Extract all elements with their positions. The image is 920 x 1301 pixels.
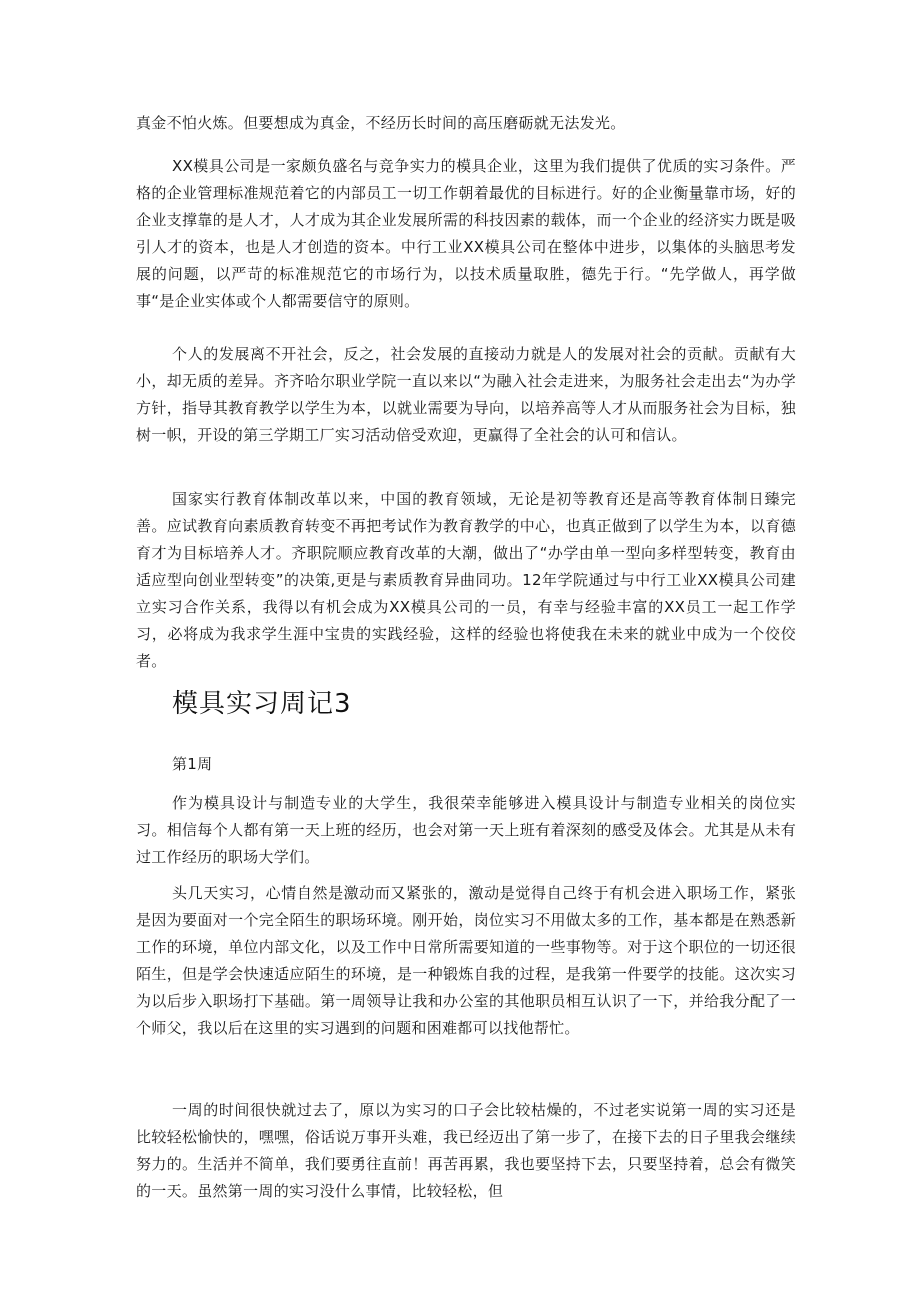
section-heading: 模具实习周记3 bbox=[172, 689, 352, 719]
paragraph-intro-line: 真金不怕火炼。但要想成为真金，不经历长时间的高压磨砺就无法发光。 bbox=[136, 114, 626, 132]
paragraph-week-intro: 作为模具设计与制造专业的大学生，我很荣幸能够进入模具设计与制造专业相关的岗位实习。相信每个人都有第一天上班的经历，也会对第一天上班有着深刻的感受及体会。尤其是从未有过工作经历的职场大学们。 bbox=[136, 794, 796, 866]
paragraph-week-summary: 一周的时间很快就过去了，原以为实习的口子会比较枯燥的，不过老实说第一周的实习还是比较轻松愉快的，嘿嘿，俗话说万事开头难，我已经迈出了第一步了，在接下去的日子里我会继续努力的。生活并不简单，我们要勇往直前！再苦再累，我也要坚持下去，只要坚持着，总会有微笑的一天。虽然第一周的实习没什么事情，比较轻松，但 bbox=[136, 1101, 796, 1200]
paragraph-social-development: 个人的发展离不开社会，反之，社会发展的直接动力就是人的发展对社会的贡献。贡献有大小，却无质的差异。齐齐哈尔职业学院一直以来以“为融入社会走进来，为服务社会走出去“为办学方针，指导其教育教学以学生为本，以就业需要为导向，以培养高等人才从而服务社会为目标，独树一帜，开设的第三学期工厂实习活动倍受欢迎，更赢得了全社会的认可和信认。 bbox=[136, 345, 796, 444]
paragraph-education-reform: 国家实行教育体制改革以来，中国的教育领域，无论是初等教育还是高等教育体制日臻完善。应试教育向素质教育转变不再把考试作为教育教学的中心，也真正做到了以学生为本，以育德育才为目标培养人才。齐职院顺应教育改革的大潮，做出了“办学由单一型向多样型转变，教育由适应型向创业型转变”的决策,更是与素质教育异曲同功。12年学院通过与中行工业XX模具公司建立实习合作关系，我得以有机会成为XX模具公司的一员，有幸与经验丰富的XX员工一起工作学习，必将成为我求学生涯中宝贵的实践经验，这样的经验也将使我在未来的就业中成为一个佼佼者。 bbox=[136, 490, 796, 670]
paragraph-first-days: 头几天实习，心情自然是激动而又紧张的，激动是觉得自己终于有机会进入职场工作，紧张是因为要面对一个完全陌生的职场环境。刚开始，岗位实习不用做太多的工作，基本都是在熟悉新工作的环境，单位内部文化，以及工作中日常所需要知道的一些事物等。对于这个职位的一切还很陌生，但是学会快速适应陌生的环境，是一种锻炼自我的过程，是我第一件要学的技能。这次实习为以后步入职场打下基础。第一周领导让我和办公室的其他职员相互认识了一下，并给我分配了一个师父，我以后在这里的实习遇到的问题和困难都可以找他帮忙。 bbox=[136, 884, 796, 1037]
week-label: 第1周 bbox=[172, 755, 213, 773]
paragraph-company: XX模具公司是一家颇负盛名与竞争实力的模具企业，这里为我们提供了优质的实习条件。严格的企业管理标准规范着它的内部员工一切工作朝着最优的目标进行。好的企业衡量靠市场，好的企业支撑靠的是人才，人才成为其企业发展所需的科技因素的载体，而一个企业的经济实力既是吸引人才的资本，也是人才创造的资本。中行工业XX模具公司在整体中进步，以集体的头脑思考发展的问题，以严苛的标准规范它的市场行为，以技术质量取胜，德先于行。“先学做人，再学做事“是企业实体或个人都需要信守的原则。 bbox=[136, 157, 796, 310]
